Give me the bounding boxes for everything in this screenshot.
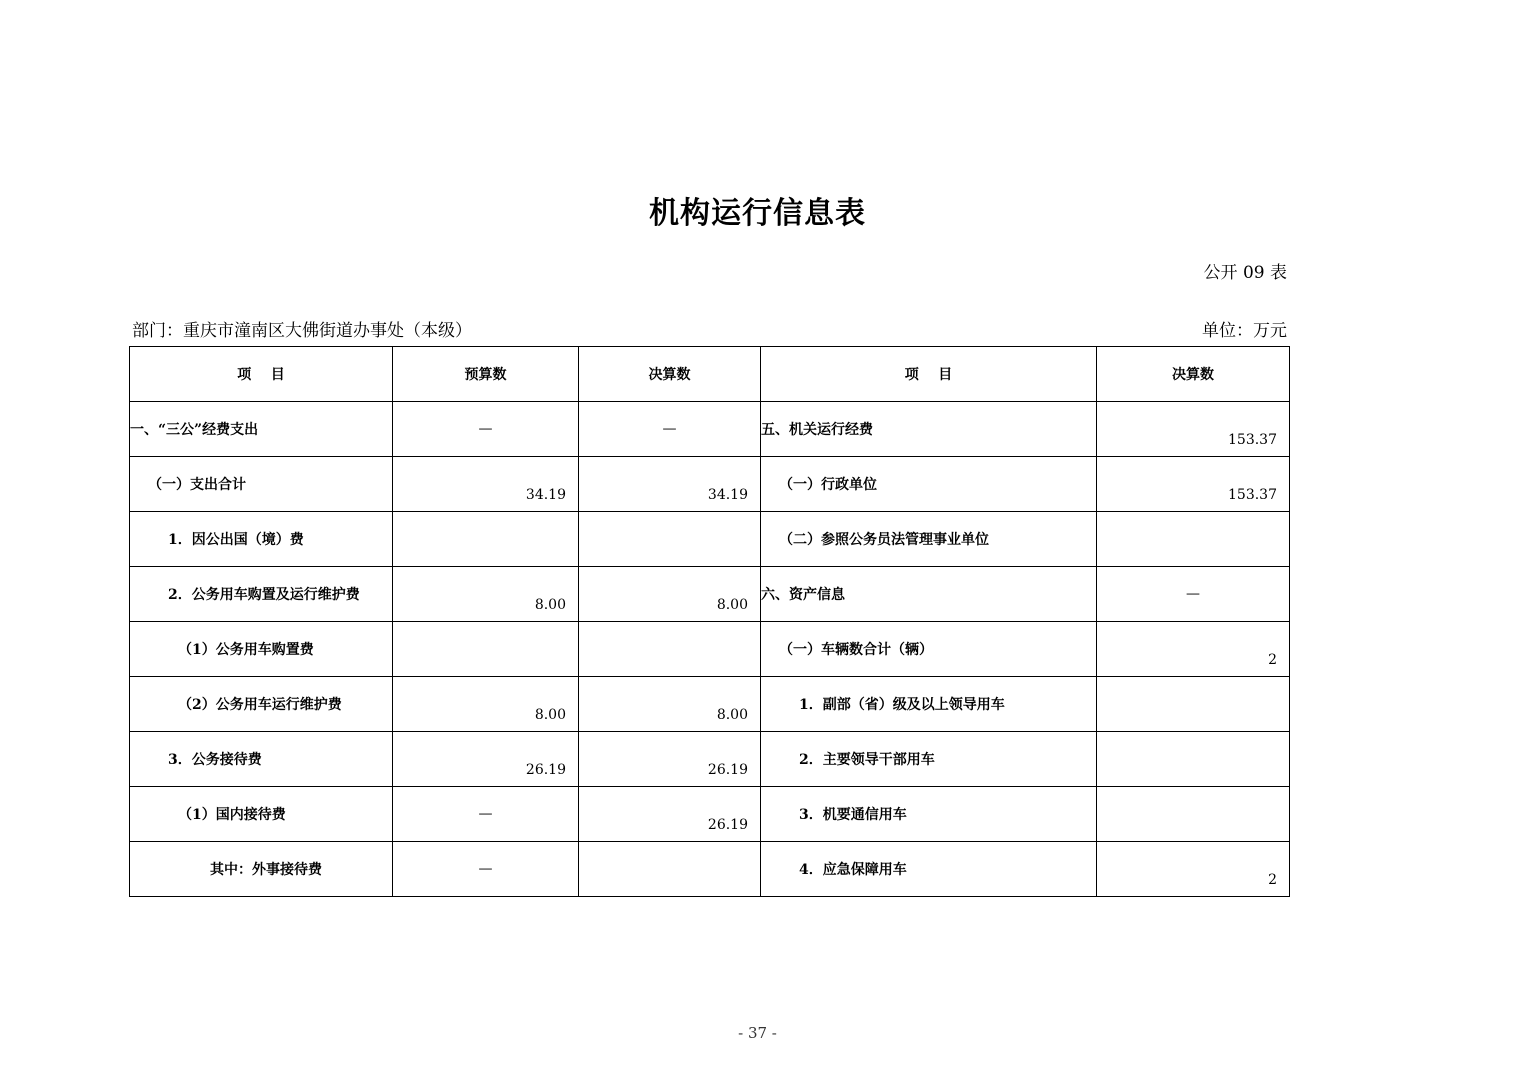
- form-number: 公开 09 表: [1203, 263, 1287, 283]
- left-item-label: 一、“三公”经费支出: [130, 402, 393, 457]
- final-value: 8.00: [579, 567, 761, 622]
- budget-value: 8.00: [393, 677, 579, 732]
- right-item-label: （二）参照公务员法管理事业单位: [761, 512, 1097, 567]
- right-final-value: 153.37: [1097, 402, 1290, 457]
- info-table: [129, 346, 1290, 897]
- header-left-item: 项 目: [130, 347, 393, 402]
- header-final: 决算数: [579, 347, 761, 402]
- table-row: [130, 457, 1290, 512]
- final-value: —: [579, 402, 761, 457]
- table-row: [130, 512, 1290, 567]
- final-value: [579, 622, 761, 677]
- table-row: [130, 732, 1290, 787]
- page-title: 机构运行信息表: [649, 196, 866, 231]
- table-row: [130, 787, 1290, 842]
- table-row: [130, 402, 1290, 457]
- budget-value: —: [393, 842, 579, 897]
- final-value: 26.19: [579, 787, 761, 842]
- final-value: [579, 512, 761, 567]
- right-item-label: （一）行政单位: [761, 457, 1097, 512]
- right-final-value: 2: [1097, 622, 1290, 677]
- right-final-value: 2: [1097, 842, 1290, 897]
- left-item-label: 1．因公出国（境）费: [130, 512, 393, 567]
- unit-label: 单位：万元: [1202, 321, 1287, 341]
- budget-value: [393, 622, 579, 677]
- right-final-value: [1097, 787, 1290, 842]
- header-right-final: 决算数: [1097, 347, 1290, 402]
- right-item-label: 六、资产信息: [761, 567, 1097, 622]
- right-item-label: （一）车辆数合计（辆）: [761, 622, 1097, 677]
- left-item-label: （1）国内接待费: [130, 787, 393, 842]
- right-item-label: 1．副部（省）级及以上领导用车: [761, 677, 1097, 732]
- budget-value: 34.19: [393, 457, 579, 512]
- table-header-row: [130, 347, 1290, 402]
- header-budget: 预算数: [393, 347, 579, 402]
- budget-value: 8.00: [393, 567, 579, 622]
- left-item-label: 3．公务接待费: [130, 732, 393, 787]
- table-row: [130, 622, 1290, 677]
- right-item-label: 五、机关运行经费: [761, 402, 1097, 457]
- left-item-label: 其中：外事接待费: [130, 842, 393, 897]
- right-final-value: 153.37: [1097, 457, 1290, 512]
- final-value: [579, 842, 761, 897]
- left-item-label: 2．公务用车购置及运行维护费: [130, 567, 393, 622]
- budget-value: —: [393, 787, 579, 842]
- left-item-label: （一）支出合计: [130, 457, 393, 512]
- right-final-value: [1097, 512, 1290, 567]
- right-item-label: 2．主要领导干部用车: [761, 732, 1097, 787]
- right-item-label: 4．应急保障用车: [761, 842, 1097, 897]
- table-row: [130, 842, 1290, 897]
- right-final-value: —: [1097, 567, 1290, 622]
- table-row: [130, 677, 1290, 732]
- left-item-label: （2）公务用车运行维护费: [130, 677, 393, 732]
- right-final-value: [1097, 732, 1290, 787]
- table-row: [130, 567, 1290, 622]
- page-number: - 37 -: [738, 1024, 777, 1042]
- right-item-label: 3．机要通信用车: [761, 787, 1097, 842]
- final-value: 34.19: [579, 457, 761, 512]
- final-value: 8.00: [579, 677, 761, 732]
- right-final-value: [1097, 677, 1290, 732]
- left-item-label: （1）公务用车购置费: [130, 622, 393, 677]
- final-value: 26.19: [579, 732, 761, 787]
- header-right-item: 项 目: [761, 347, 1097, 402]
- department-label: 部门：重庆市潼南区大佛街道办事处（本级）: [132, 321, 472, 341]
- budget-value: 26.19: [393, 732, 579, 787]
- budget-value: [393, 512, 579, 567]
- budget-value: —: [393, 402, 579, 457]
